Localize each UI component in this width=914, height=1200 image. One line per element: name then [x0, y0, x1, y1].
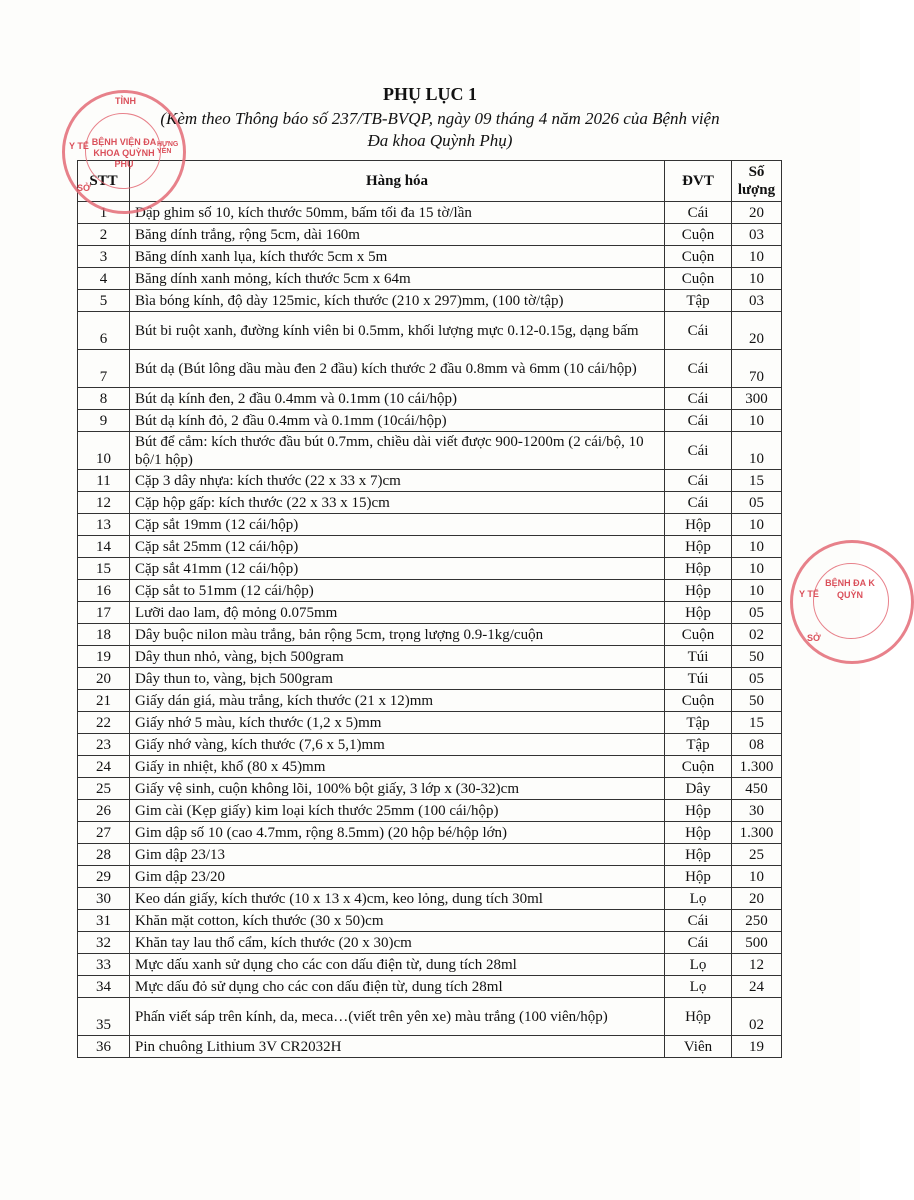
row-quantity: 500 [732, 932, 782, 954]
row-item-name: Cặp sắt 41mm (12 cái/hộp) [130, 558, 665, 580]
table-row [78, 350, 782, 388]
row-item-name: Gim dập 23/20 [130, 866, 665, 888]
edge-stamp-ring-bottom: SỞ [807, 633, 821, 643]
row-quantity: 10 [732, 432, 782, 470]
row-unit: Cuộn [665, 690, 732, 712]
row-stt: 19 [78, 646, 130, 668]
row-stt: 1 [78, 202, 130, 224]
row-item-name: Giấy in nhiệt, khổ (80 x 45)mm [130, 756, 665, 778]
row-stt: 27 [78, 822, 130, 844]
row-item-name: Dây thun nhỏ, vàng, bịch 500gram [130, 646, 665, 668]
table-row [78, 312, 782, 350]
row-quantity: 25 [732, 844, 782, 866]
row-stt: 21 [78, 690, 130, 712]
row-quantity: 10 [732, 268, 782, 290]
table-row [78, 290, 782, 312]
row-unit: Hộp [665, 602, 732, 624]
row-stt: 10 [78, 432, 130, 470]
table-row [78, 800, 782, 822]
table-row [78, 910, 782, 932]
header-name: Hàng hóa [130, 161, 665, 202]
row-stt: 32 [78, 932, 130, 954]
row-stt: 24 [78, 756, 130, 778]
row-unit: Túi [665, 668, 732, 690]
row-stt: 29 [78, 866, 130, 888]
row-stt: 20 [78, 668, 130, 690]
stamp-center-text: BỆNH VIỆN ĐA KHOA QUỲNH PHỤ [91, 137, 157, 169]
row-quantity: 08 [732, 734, 782, 756]
row-quantity: 15 [732, 470, 782, 492]
row-quantity: 1.300 [732, 822, 782, 844]
row-unit: Cái [665, 410, 732, 432]
row-unit: Hộp [665, 998, 732, 1036]
table-row [78, 668, 782, 690]
row-stt: 25 [78, 778, 130, 800]
row-quantity: 10 [732, 246, 782, 268]
table-row [78, 778, 782, 800]
row-item-name: Bút để cắm: kích thước đầu bút 0.7mm, chiều dài viết được 900-1200m (2 cái/bộ, 10 bộ/1 hộp) [130, 432, 665, 470]
edge-stamp-ring-left: Y TẾ [799, 589, 819, 599]
row-stt: 15 [78, 558, 130, 580]
row-unit: Cuộn [665, 624, 732, 646]
table-row [78, 268, 782, 290]
row-quantity: 19 [732, 1036, 782, 1058]
row-item-name: Cặp hộp gấp: kích thước (22 x 33 x 15)cm [130, 492, 665, 514]
row-item-name: Khăn mặt cotton, kích thước (30 x 50)cm [130, 910, 665, 932]
table-row [78, 602, 782, 624]
document-title: PHỤ LỤC 1 [383, 84, 477, 104]
row-stt: 17 [78, 602, 130, 624]
row-unit: Cái [665, 432, 732, 470]
row-stt: 31 [78, 910, 130, 932]
row-item-name: Khăn tay lau thổ cẩm, kích thước (20 x 30)cm [130, 932, 665, 954]
row-quantity: 03 [732, 290, 782, 312]
row-quantity: 450 [732, 778, 782, 800]
goods-table-container [77, 160, 781, 1058]
table-row [78, 492, 782, 514]
row-item-name: Băng dính xanh mỏng, kích thước 5cm x 64m [130, 268, 665, 290]
row-unit: Cái [665, 470, 732, 492]
row-unit: Lọ [665, 976, 732, 998]
row-item-name: Giấy vệ sinh, cuộn không lõi, 100% bột giấy, 3 lớp x (30-32)cm [130, 778, 665, 800]
row-stt: 16 [78, 580, 130, 602]
table-row [78, 998, 782, 1036]
row-unit: Tập [665, 734, 732, 756]
row-unit: Hộp [665, 514, 732, 536]
row-item-name: Bút dạ kính đỏ, 2 đầu 0.4mm và 0.1mm (10cái/hộp) [130, 410, 665, 432]
row-stt: 22 [78, 712, 130, 734]
row-stt: 4 [78, 268, 130, 290]
row-quantity: 250 [732, 910, 782, 932]
row-unit: Lọ [665, 954, 732, 976]
row-quantity: 70 [732, 350, 782, 388]
row-quantity: 02 [732, 624, 782, 646]
table-row [78, 712, 782, 734]
row-unit: Cái [665, 202, 732, 224]
row-item-name: Dập ghim số 10, kích thước 50mm, bấm tối đa 15 tờ/lần [130, 202, 665, 224]
table-row [78, 976, 782, 998]
row-item-name: Cặp sắt 25mm (12 cái/hộp) [130, 536, 665, 558]
row-quantity: 05 [732, 602, 782, 624]
row-quantity: 300 [732, 388, 782, 410]
row-item-name: Cặp 3 dây nhựa: kích thước (22 x 33 x 7)cm [130, 470, 665, 492]
row-unit: Hộp [665, 558, 732, 580]
table-row [78, 246, 782, 268]
row-stt: 36 [78, 1036, 130, 1058]
row-stt: 26 [78, 800, 130, 822]
row-quantity: 10 [732, 536, 782, 558]
row-quantity: 05 [732, 492, 782, 514]
row-item-name: Keo dán giấy, kích thước (10 x 13 x 4)cm, keo lỏng, dung tích 30ml [130, 888, 665, 910]
row-unit: Viên [665, 1036, 732, 1058]
row-unit: Hộp [665, 580, 732, 602]
row-stt: 34 [78, 976, 130, 998]
row-quantity: 24 [732, 976, 782, 998]
header-unit: ĐVT [665, 161, 732, 202]
table-row [78, 224, 782, 246]
header-stt: STT [78, 161, 130, 202]
row-item-name: Bìa bóng kính, độ dày 125mic, kích thước (210 x 297)mm, (100 tờ/tập) [130, 290, 665, 312]
row-quantity: 03 [732, 224, 782, 246]
stamp-ring-left: Y TẾ [69, 141, 89, 151]
row-unit: Hộp [665, 866, 732, 888]
row-stt: 30 [78, 888, 130, 910]
row-item-name: Giấy dán giá, màu trắng, kích thước (21 x 12)mm [130, 690, 665, 712]
row-quantity: 50 [732, 646, 782, 668]
row-unit: Hộp [665, 822, 732, 844]
row-unit: Cái [665, 312, 732, 350]
header-qty: Số lượng [732, 161, 782, 202]
row-item-name: Lưỡi dao lam, độ mỏng 0.075mm [130, 602, 665, 624]
row-item-name: Giấy nhớ vàng, kích thước (7,6 x 5,1)mm [130, 734, 665, 756]
row-item-name: Bút dạ (Bút lông dầu màu đen 2 đầu) kích thước 2 đầu 0.8mm và 6mm (10 cái/hộp) [130, 350, 665, 388]
edge-stamp-center-text: BỆNH ĐA K QUỲN [825, 578, 875, 600]
row-stt: 5 [78, 290, 130, 312]
row-item-name: Mực dấu xanh sử dụng cho các con dấu điện từ, dung tích 28ml [130, 954, 665, 976]
table-row [78, 470, 782, 492]
stamp-ring-top: TỈNH [115, 96, 136, 106]
row-item-name: Gim dập số 10 (cao 4.7mm, rộng 8.5mm) (20 hộp bé/hộp lớn) [130, 822, 665, 844]
row-item-name: Cặp sắt to 51mm (12 cái/hộp) [130, 580, 665, 602]
table-row [78, 646, 782, 668]
row-quantity: 10 [732, 580, 782, 602]
edge-stamp [790, 540, 914, 664]
row-stt: 33 [78, 954, 130, 976]
table-row [78, 932, 782, 954]
table-row [78, 888, 782, 910]
row-item-name: Băng dính trắng, rộng 5cm, dài 160m [130, 224, 665, 246]
table-row [78, 756, 782, 778]
row-unit: Cuộn [665, 268, 732, 290]
row-quantity: 15 [732, 712, 782, 734]
table-row [78, 580, 782, 602]
row-item-name: Cặp sắt 19mm (12 cái/hộp) [130, 514, 665, 536]
row-quantity: 10 [732, 866, 782, 888]
row-quantity: 20 [732, 888, 782, 910]
row-item-name: Băng dính xanh lụa, kích thước 5cm x 5m [130, 246, 665, 268]
row-item-name: Gim dập 23/13 [130, 844, 665, 866]
goods-table [77, 160, 782, 1058]
row-stt: 3 [78, 246, 130, 268]
row-item-name: Bút bi ruột xanh, đường kính viên bi 0.5mm, khối lượng mực 0.12-0.15g, dạng bấm [130, 312, 665, 350]
row-unit: Cái [665, 350, 732, 388]
row-stt: 9 [78, 410, 130, 432]
table-row [78, 432, 782, 470]
row-quantity: 50 [732, 690, 782, 712]
row-quantity: 20 [732, 202, 782, 224]
table-row [78, 954, 782, 976]
row-unit: Hộp [665, 800, 732, 822]
stamp-ring-right: HƯNG YÊN [157, 141, 179, 155]
edge-stamp-inner-ring [813, 563, 889, 639]
row-unit: Cái [665, 388, 732, 410]
table-body [78, 202, 782, 1058]
row-unit: Dây [665, 778, 732, 800]
row-item-name: Dây thun to, vàng, bịch 500gram [130, 668, 665, 690]
row-stt: 35 [78, 998, 130, 1036]
row-stt: 8 [78, 388, 130, 410]
row-unit: Hộp [665, 844, 732, 866]
row-stt: 6 [78, 312, 130, 350]
row-unit: Lọ [665, 888, 732, 910]
stamp-ring-bottom: SỞ [77, 183, 91, 193]
row-quantity: 02 [732, 998, 782, 1036]
table-row [78, 410, 782, 432]
row-quantity: 12 [732, 954, 782, 976]
row-unit: Cái [665, 932, 732, 954]
row-stt: 23 [78, 734, 130, 756]
row-stt: 28 [78, 844, 130, 866]
row-quantity: 20 [732, 312, 782, 350]
row-item-name: Pin chuông Lithium 3V CR2032H [130, 1036, 665, 1058]
row-unit: Túi [665, 646, 732, 668]
table-row [78, 624, 782, 646]
table-row [78, 734, 782, 756]
hospital-stamp [62, 90, 186, 214]
row-quantity: 10 [732, 410, 782, 432]
table-row [78, 202, 782, 224]
table-row [78, 1036, 782, 1058]
table-row [78, 514, 782, 536]
row-item-name: Phấn viết sáp trên kính, da, meca…(viết trên yên xe) màu trắng (100 viên/hộp) [130, 998, 665, 1036]
row-unit: Hộp [665, 536, 732, 558]
row-quantity: 10 [732, 514, 782, 536]
table-row [78, 536, 782, 558]
row-stt: 18 [78, 624, 130, 646]
row-unit: Cái [665, 492, 732, 514]
row-unit: Cái [665, 910, 732, 932]
row-unit: Cuộn [665, 246, 732, 268]
table-row [78, 844, 782, 866]
row-item-name: Mực dấu đỏ sử dụng cho các con dấu điện từ, dung tích 28ml [130, 976, 665, 998]
row-stt: 2 [78, 224, 130, 246]
row-unit: Tập [665, 290, 732, 312]
table-row [78, 690, 782, 712]
row-quantity: 30 [732, 800, 782, 822]
row-item-name: Dây buộc nilon màu trắng, bản rộng 5cm, trọng lượng 0.9-1kg/cuộn [130, 624, 665, 646]
row-unit: Cuộn [665, 756, 732, 778]
row-stt: 14 [78, 536, 130, 558]
row-stt: 12 [78, 492, 130, 514]
row-unit: Cuộn [665, 224, 732, 246]
row-stt: 7 [78, 350, 130, 388]
table-row [78, 866, 782, 888]
table-row [78, 388, 782, 410]
row-item-name: Giấy nhớ 5 màu, kích thước (1,2 x 5)mm [130, 712, 665, 734]
row-stt: 13 [78, 514, 130, 536]
row-stt: 11 [78, 470, 130, 492]
row-item-name: Gim cài (Kẹp giấy) kim loại kích thước 25mm (100 cái/hộp) [130, 800, 665, 822]
row-quantity: 05 [732, 668, 782, 690]
row-quantity: 10 [732, 558, 782, 580]
table-row [78, 558, 782, 580]
document-subtitle: (Kèm theo Thông báo số 237/TB-BVQP, ngày 09 tháng 4 năm 2026 của Bệnh viện Đa khoa Quỳnh Phụ) [160, 109, 720, 150]
row-item-name: Bút dạ kính đen, 2 đầu 0.4mm và 0.1mm (10 cái/hộp) [130, 388, 665, 410]
table-row [78, 822, 782, 844]
row-quantity: 1.300 [732, 756, 782, 778]
row-unit: Tập [665, 712, 732, 734]
